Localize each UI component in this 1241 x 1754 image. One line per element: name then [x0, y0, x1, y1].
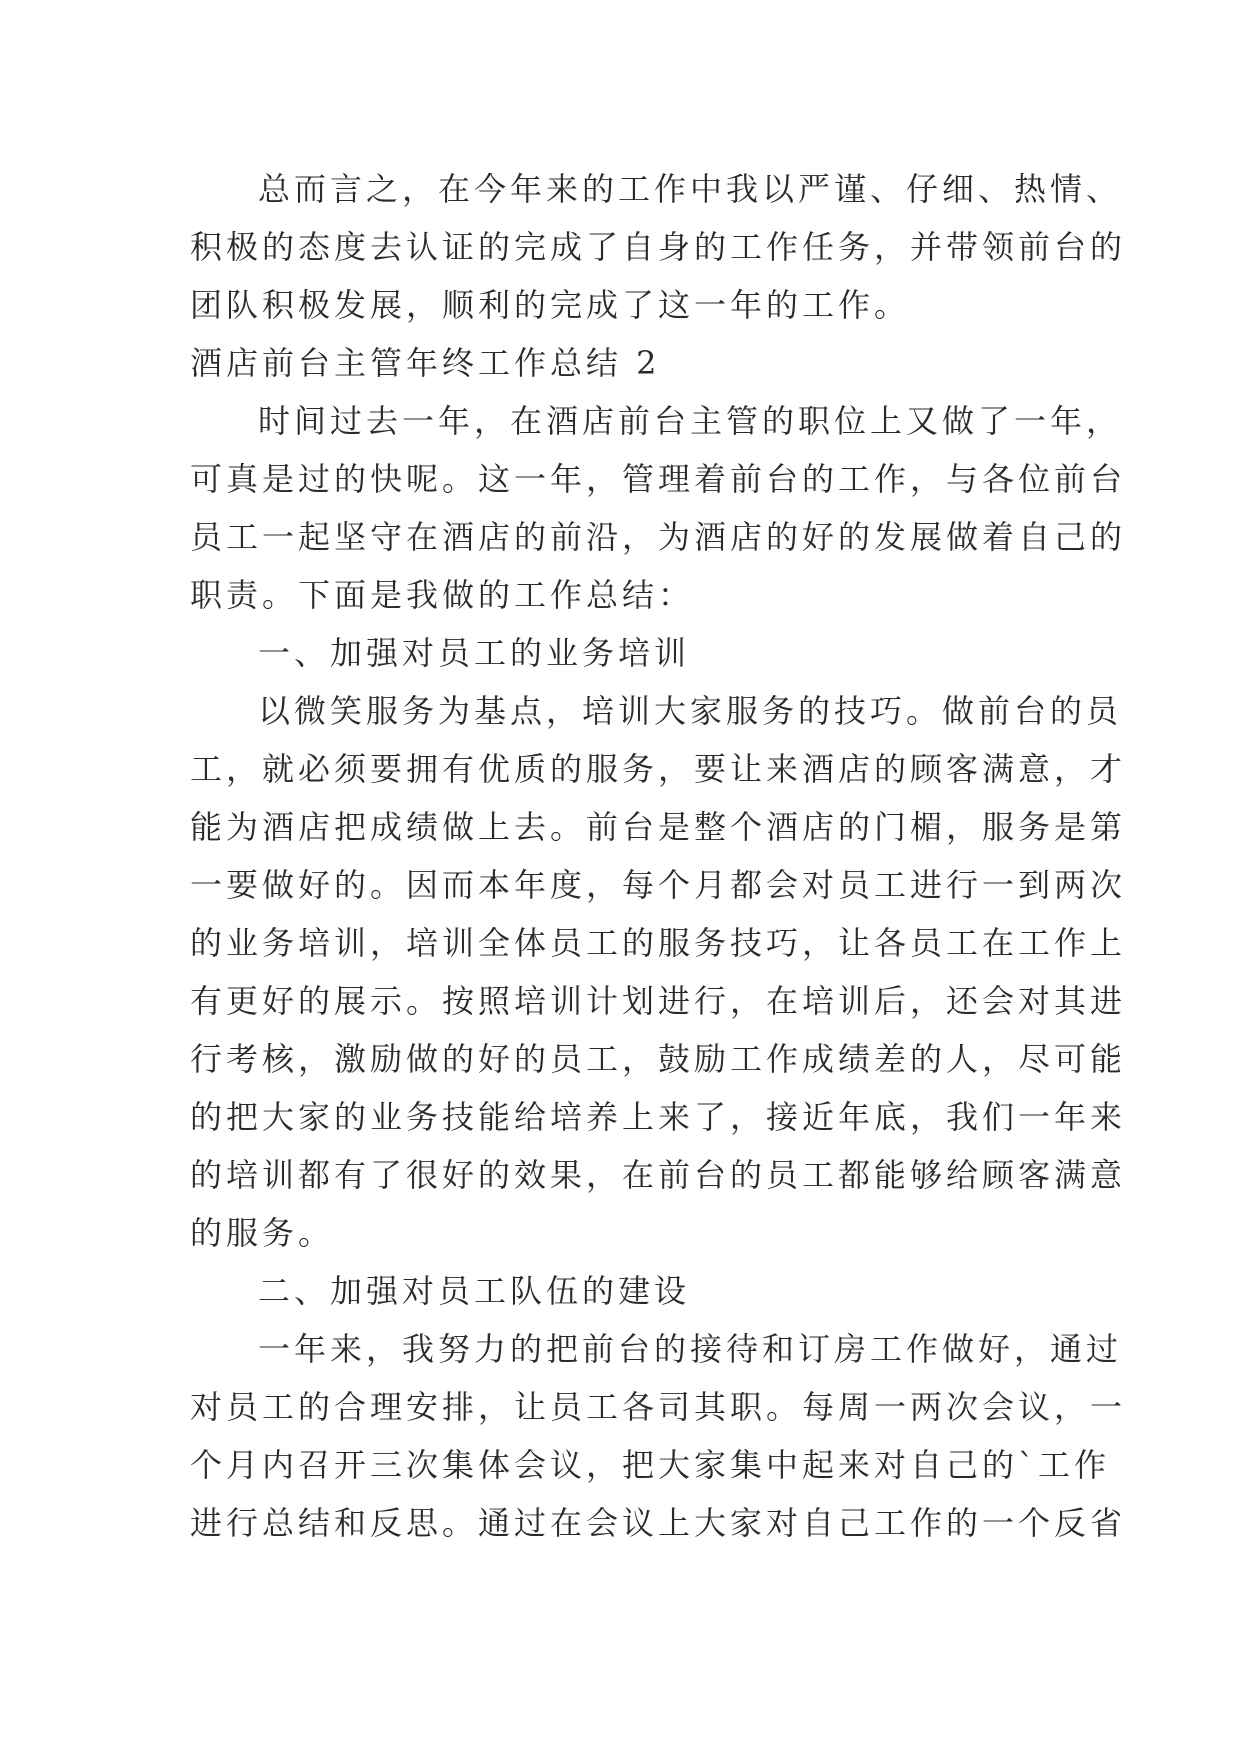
text-line-1: 总而言之，在今年来的工作中我以严谨、仔细、热情、 [258, 170, 1123, 208]
text-line-7: 员工一起坚守在酒店的前沿，为酒店的好的发展做着自己的 [190, 518, 1127, 556]
text-line-16: 行考核，激励做的好的员工，鼓励工作成绩差的人，尽可能 [190, 1040, 1127, 1078]
text-line-19: 的服务。 [190, 1214, 335, 1252]
text-line-17: 的把大家的业务技能给培养上来了，接近年底，我们一年来 [190, 1098, 1127, 1136]
text-line-3: 团队积极发展，顺利的完成了这一年的工作。 [190, 286, 911, 324]
text-line-13: 一要做好的。因而本年度，每个月都会对员工进行一到两次 [190, 866, 1127, 904]
text-line-23: 个月内召开三次集体会议，把大家集中起来对自己的`工作 [190, 1446, 1111, 1484]
text-line-18: 的培训都有了很好的效果，在前台的员工都能够给顾客满意 [190, 1156, 1127, 1194]
text-line-10: 以微笑服务为基点，培训大家服务的技巧。做前台的员 [258, 692, 1123, 730]
subheading-1: 一、加强对员工的业务培训 [258, 634, 691, 672]
text-line-11: 工，就必须要拥有优质的服务，要让来酒店的顾客满意，才 [190, 750, 1127, 788]
text-line-2: 积极的态度去认证的完成了自身的工作任务，并带领前台的 [190, 228, 1127, 266]
text-line-15: 有更好的展示。按照培训计划进行，在培训后，还会对其进 [190, 982, 1127, 1020]
text-line-6: 可真是过的快呢。这一年，管理着前台的工作，与各位前台 [190, 460, 1127, 498]
text-line-21: 一年来，我努力的把前台的接待和订房工作做好，通过 [258, 1330, 1123, 1368]
text-line-8: 职责。下面是我做的工作总结： [190, 576, 695, 614]
text-line-14: 的业务培训，培训全体员工的服务技巧，让各员工在工作上 [190, 924, 1127, 962]
section-title: 酒店前台主管年终工作总结 2 [190, 344, 661, 382]
text-line-5: 时间过去一年，在酒店前台主管的职位上又做了一年， [258, 402, 1123, 440]
document-body [190, 160, 1127, 1552]
text-line-22: 对员工的合理安排，让员工各司其职。每周一两次会议，一 [190, 1388, 1127, 1426]
text-line-24: 进行总结和反思。通过在会议上大家对自己工作的一个反省 [190, 1504, 1127, 1542]
text-line-12: 能为酒店把成绩做上去。前台是整个酒店的门楣，服务是第 [190, 808, 1127, 846]
subheading-2: 二、加强对员工队伍的建设 [258, 1272, 691, 1310]
